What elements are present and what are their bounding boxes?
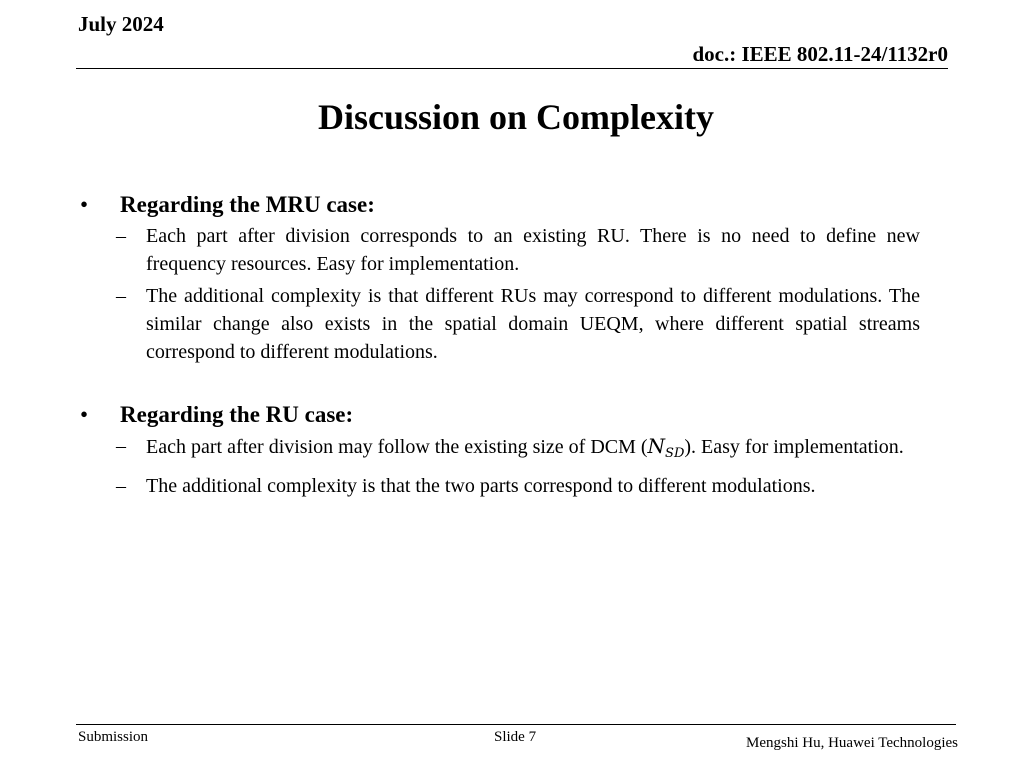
dash-icon: – — [116, 435, 126, 457]
list-item — [78, 222, 920, 278]
dash-icon: – — [116, 475, 126, 497]
section-heading: Regarding the RU case: — [120, 402, 354, 427]
slide-title: Discussion on Complexity — [317, 97, 715, 137]
list-item — [78, 282, 920, 366]
section-heading: Regarding the MRU case: — [120, 192, 375, 217]
slide-content — [78, 190, 920, 504]
header-date: July 2024 — [78, 12, 164, 36]
math-nsd — [647, 434, 685, 461]
dash-icon: – — [116, 285, 126, 307]
header-divider — [76, 68, 948, 69]
item-text — [146, 432, 920, 468]
footer-divider — [76, 724, 956, 725]
bullet-icon: • — [80, 192, 89, 217]
math-subscript: SD — [665, 446, 685, 461]
footer-author: Mengshi Hu, Huawei Technologies — [746, 735, 958, 751]
item-text: The additional complexity is that different RUs may correspond to different modulations. The similar change also exists in the spatial domain UEQM, where different spatial streams correspond to different modulations. — [146, 285, 920, 363]
item-text-before: Each part after division may follow the existing size of DCM ( — [146, 436, 648, 458]
item-text: Each part after division corresponds to an existing RU. There is no need to define new frequency resources. Easy for implementation. — [146, 225, 920, 275]
item-text-after: ). Easy for implementation. — [684, 436, 904, 458]
math-base: N — [647, 434, 666, 458]
footer-submission: Submission — [78, 729, 149, 745]
bullet-heading — [78, 190, 920, 220]
section-ru — [78, 400, 920, 500]
list-item — [78, 432, 920, 468]
sub-list — [78, 222, 920, 366]
bullet-icon: • — [80, 402, 89, 427]
sub-list — [78, 432, 920, 500]
bullet-heading — [78, 400, 920, 430]
item-text: The additional complexity is that the two parts correspond to different modulations. — [146, 475, 816, 497]
footer-slide-number: Slide 7 — [494, 729, 537, 745]
section-mru — [78, 190, 920, 366]
list-item — [78, 472, 920, 500]
dash-icon: – — [116, 225, 126, 247]
header-doc-id: doc.: IEEE 802.11-24/1132r0 — [692, 42, 948, 66]
